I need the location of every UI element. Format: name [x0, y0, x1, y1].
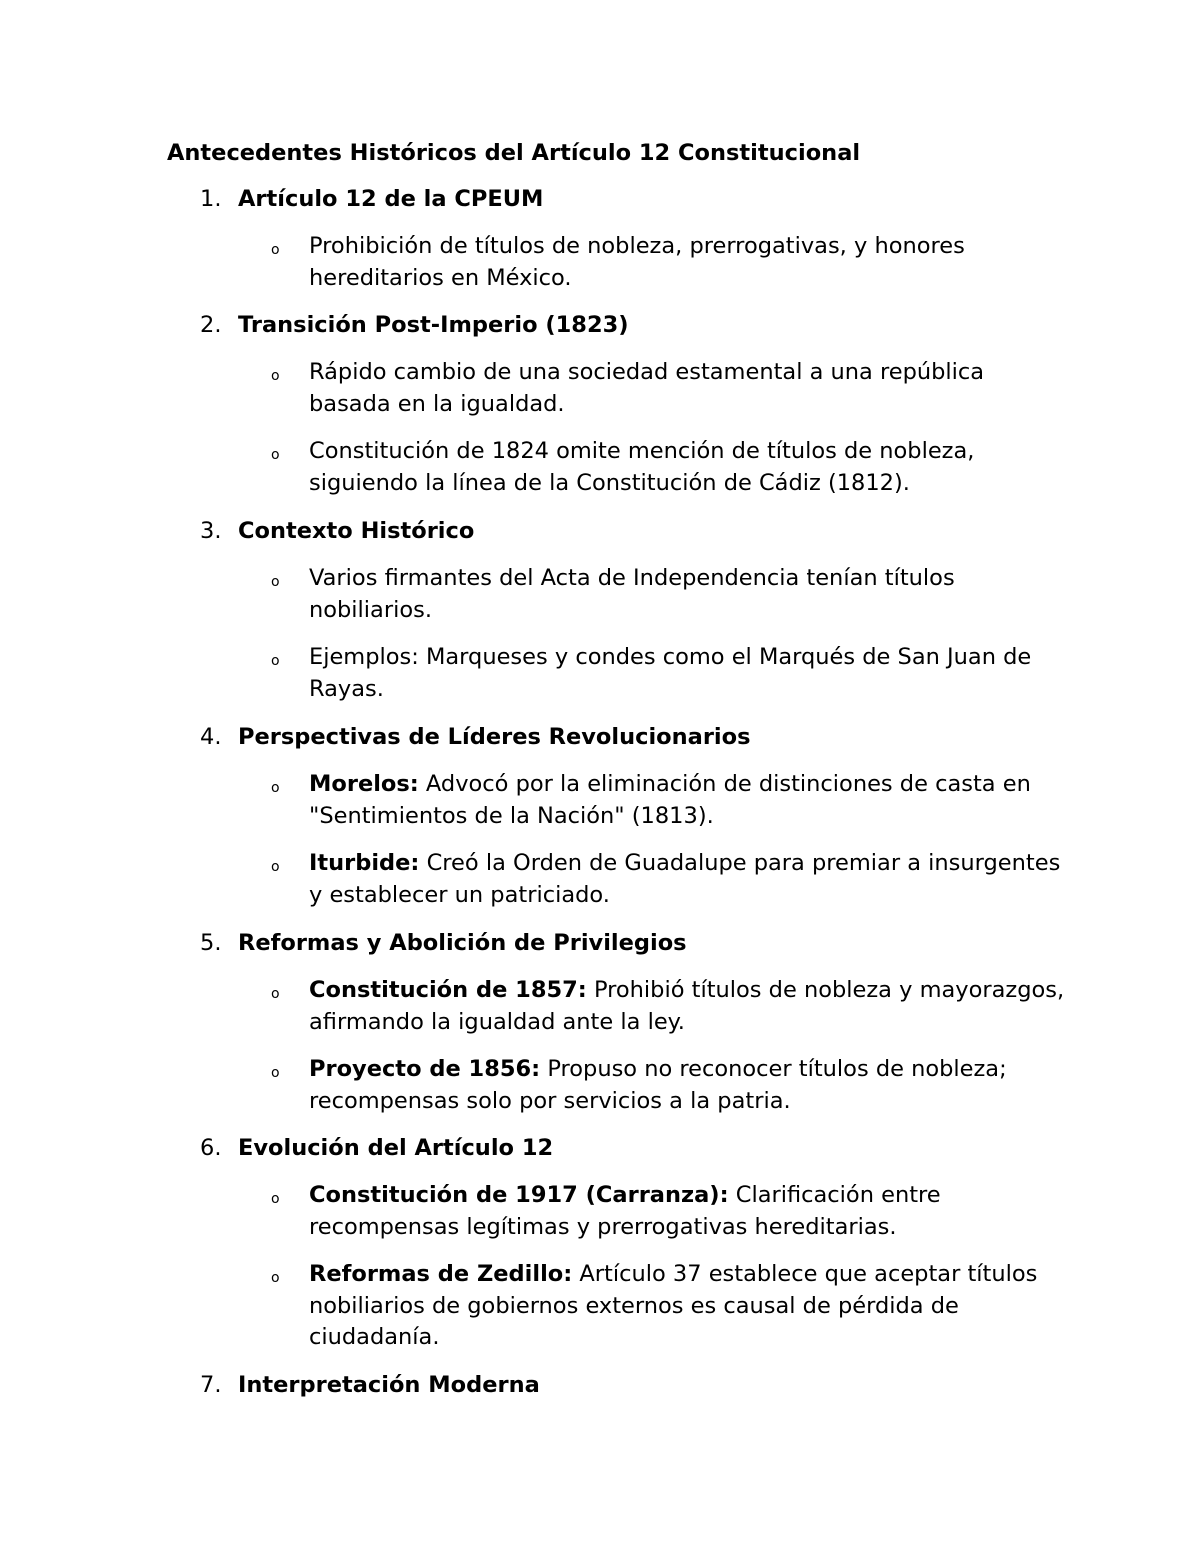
bullet-marker: o — [271, 780, 280, 796]
section-number: 5. — [200, 930, 222, 956]
bullet-marker: o — [271, 1191, 280, 1207]
section-heading — [200, 310, 1080, 341]
bullet-text: Artículo 37 establece que aceptar títulos nobiliarios de gobiernos externos es causal de pérdida de ciudadanía. — [309, 1261, 1038, 1350]
list-item — [200, 1259, 1069, 1354]
bullet-text: Creó la Orden de Guadalupe para premiar a insurgentes y establecer un patriciado. — [309, 850, 1061, 908]
list-item — [200, 975, 1069, 1038]
section-heading — [200, 1370, 1080, 1401]
bullet-marker: o — [271, 368, 280, 384]
section-number: 6. — [200, 1135, 222, 1161]
section-1 — [200, 184, 1080, 294]
bullet-marker: o — [271, 859, 280, 875]
bullet-marker: o — [271, 986, 280, 1002]
bullet-lead: Constitución de 1857: — [309, 977, 587, 1003]
bullet-marker: o — [271, 447, 280, 463]
bullet-lead: Reformas de Zedillo: — [309, 1261, 573, 1287]
bullet-text: Constitución de 1824 omite mención de títulos de nobleza, siguiendo la línea de la Constitución de Cádiz (1812). — [309, 438, 975, 496]
list-item — [200, 1180, 1069, 1243]
bullet-lead: Proyecto de 1856: — [309, 1056, 541, 1082]
bullet-lead: Morelos: — [309, 771, 419, 797]
bullet-marker: o — [271, 1270, 280, 1286]
section-number: 1. — [200, 186, 222, 212]
section-7 — [200, 1370, 1080, 1401]
section-title: Reformas y Abolición de Privilegios — [238, 930, 687, 956]
section-heading — [200, 184, 1080, 215]
bullet-marker: o — [271, 574, 280, 590]
section-title: Transición Post-Imperio (1823) — [238, 312, 629, 338]
section-title: Artículo 12 de la CPEUM — [238, 186, 544, 212]
section-number: 4. — [200, 724, 222, 750]
section-title: Perspectivas de Líderes Revolucionarios — [238, 724, 751, 750]
section-title: Evolución del Artículo 12 — [238, 1135, 554, 1161]
section-3 — [200, 516, 1080, 705]
section-title: Contexto Histórico — [238, 518, 475, 544]
section-heading — [200, 928, 1080, 959]
bullet-marker: o — [271, 653, 280, 669]
bullet-marker: o — [271, 1065, 280, 1081]
list-item — [200, 357, 1069, 420]
bullet-text: Prohibió títulos de nobleza y mayorazgos, afirmando la igualdad ante la ley. — [309, 977, 1065, 1035]
list-item — [200, 848, 1069, 911]
bullet-marker: o — [271, 242, 280, 258]
list-item — [200, 642, 1069, 705]
section-heading — [200, 722, 1080, 753]
section-heading — [200, 1133, 1080, 1164]
section-number: 3. — [200, 518, 222, 544]
document-title: Antecedentes Históricos del Artículo 12 Constitucional — [167, 140, 861, 166]
list-item — [200, 1054, 1069, 1117]
bullet-text: Rápido cambio de una sociedad estamental a una república basada en la igualdad. — [309, 359, 985, 417]
bullet-text: Advocó por la eliminación de distinciones de casta en "Sentimientos de la Nación" (1813). — [309, 771, 1031, 829]
section-5 — [200, 928, 1080, 1117]
bullet-text: Ejemplos: Marqueses y condes como el Marqués de San Juan de Rayas. — [309, 644, 1032, 702]
bullet-lead: Iturbide: — [309, 850, 420, 876]
section-4 — [200, 722, 1080, 911]
bullet-text: Propuso no reconocer títulos de nobleza; recompensas solo por servicios a la patria. — [309, 1056, 1007, 1114]
list-item — [200, 231, 1069, 294]
section-heading — [200, 516, 1080, 547]
list-item — [200, 769, 1069, 832]
list-item — [200, 563, 1069, 626]
section-number: 7. — [200, 1372, 222, 1398]
bullet-text: Clarificación entre recompensas legítimas y prerrogativas hereditarias. — [309, 1182, 941, 1240]
section-title: Interpretación Moderna — [238, 1372, 540, 1398]
section-6 — [200, 1133, 1080, 1354]
list-item — [200, 436, 1069, 499]
section-number: 2. — [200, 312, 222, 338]
section-2 — [200, 310, 1080, 499]
bullet-text: Varios firmantes del Acta de Independencia tenían títulos nobiliarios. — [309, 565, 955, 623]
bullet-lead: Constitución de 1917 (Carranza): — [309, 1182, 729, 1208]
bullet-text: Prohibición de títulos de nobleza, prerrogativas, y honores hereditarios en México. — [309, 233, 965, 291]
